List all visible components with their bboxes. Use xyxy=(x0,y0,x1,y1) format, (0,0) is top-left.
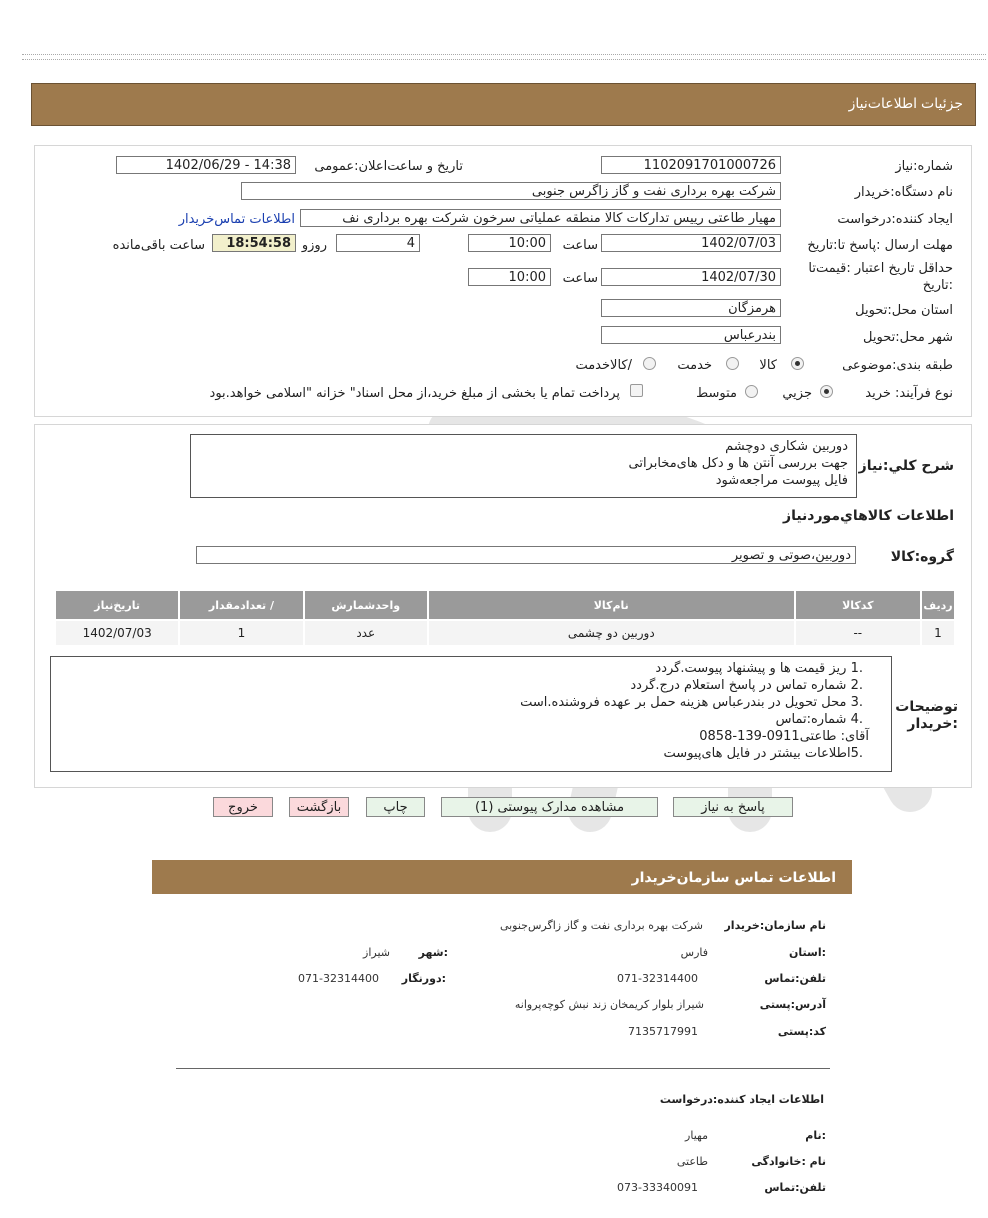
deadline-label: مهلت ارسال :پاسخ تا:تاریخ xyxy=(807,238,953,253)
contact-province-label: :استان xyxy=(789,946,826,959)
province-field: هرمزگان xyxy=(601,299,781,317)
cell-row: 1 xyxy=(922,621,954,645)
table-header-row xyxy=(56,591,954,619)
category-label: طبقه بندی:موضوعی xyxy=(842,358,953,373)
category-option-goods: کالا xyxy=(759,358,777,373)
notes-text xyxy=(50,656,892,772)
col-date: تاریخ‌نیاز xyxy=(56,591,178,619)
goods-info-title: اطلاعات کالاهاي‌موردنیاز xyxy=(783,508,954,524)
creator-family-label: نام :خانوادگی xyxy=(751,1155,826,1168)
reply-button[interactable]: پاسخ به نیاز xyxy=(673,797,793,817)
creator-family-value: طاعتی xyxy=(676,1155,708,1168)
contact-postal-value: 7135717991 xyxy=(628,1025,698,1038)
payment-checkbox[interactable] xyxy=(630,384,643,397)
contact-header xyxy=(152,860,852,894)
notes-label: توضیحات xyxy=(895,699,958,715)
process-option-minor: جزیي xyxy=(782,386,812,401)
creator-info-title: اطلاعات ایجاد کننده:درخواست xyxy=(659,1093,824,1106)
goods-table xyxy=(54,589,956,647)
days-field: 4 xyxy=(336,234,420,252)
validity-time-field: 10:00 xyxy=(468,268,551,286)
contact-postal-label: کد:پستی xyxy=(777,1025,826,1038)
attachments-button[interactable]: مشاهده مدارک پیوستی (1) xyxy=(441,797,658,817)
deadline-time-field: 10:00 xyxy=(468,234,551,252)
contact-org-value: شرکت بهره برداری نفت و گاز زاگرس‌جنوبی xyxy=(499,919,703,932)
contact-divider xyxy=(176,1068,830,1069)
creator-phone-value: 073-33340091 xyxy=(617,1181,698,1194)
cell-name: دوربین دو چشمی xyxy=(429,621,794,645)
need-number-label: شماره:نیاز xyxy=(895,159,953,174)
note-line: .5اطلاعات بیشتر در فایل های‌پیوست xyxy=(663,746,863,761)
contact-address-value: شیراز بلوار کریمخان زند نبش کوچه‌پروانه xyxy=(514,998,704,1011)
validity-time-label: ساعت xyxy=(562,271,598,286)
province-label: استان محل:تحویل xyxy=(855,303,953,318)
category-radio-goods[interactable] xyxy=(791,357,804,370)
process-label: نوع فرآیند: خرید xyxy=(865,386,953,401)
creator-name-label: :نام xyxy=(805,1129,826,1142)
category-radio-service[interactable] xyxy=(726,357,739,370)
note-line: .1 ریز قیمت ها و پیشنهاد پیوست.گردد xyxy=(655,661,863,676)
payment-note: پرداخت تمام یا بخشی از مبلغ خرید،از محل اسناد" خزانه "اسلامی خواهد.بود xyxy=(209,386,620,401)
process-radio-minor[interactable] xyxy=(820,385,833,398)
contact-fax-value: 071-32314400 xyxy=(298,972,379,985)
days-label: روزو xyxy=(301,238,327,253)
group-field: دوربین،صوتی و تصویر xyxy=(196,546,856,564)
breadcrumb-details[interactable]: جزئیات xyxy=(921,96,963,112)
need-number-field: 1102091701000726 xyxy=(601,156,781,174)
col-row: ردیف xyxy=(922,591,954,619)
note-line: .2 شماره تماس در پاسخ استعلام درج.گردد xyxy=(630,678,863,693)
cell-code: -- xyxy=(796,621,920,645)
contact-org-label: نام سازمان:خریدار xyxy=(724,919,826,932)
top-divider xyxy=(22,54,986,60)
process-radio-medium[interactable] xyxy=(745,385,758,398)
cell-qty: 1 xyxy=(180,621,302,645)
summary-line: فایل پیوست مراجعه‌شود xyxy=(715,473,848,488)
creator-phone-label: تلفن:تماس xyxy=(764,1181,826,1194)
validity-date-field: 1402/07/30 xyxy=(601,268,781,286)
summary-line: دوربین شکاری دوچشم xyxy=(725,439,848,454)
deadline-date-field: 1402/07/03 xyxy=(601,234,781,252)
col-name: نام‌کالا xyxy=(429,591,794,619)
contact-title: اطلاعات تماس سازمان‌خریدار xyxy=(631,870,836,886)
summary-text xyxy=(190,434,857,498)
remaining-label: ساعت باقی‌مانده xyxy=(112,238,205,253)
category-radio-both[interactable] xyxy=(643,357,656,370)
creator-field: مهیار طاعتی رییس تدارکات کالا منطقه عملیاتی سرخون شرکت بهره برداری نف xyxy=(300,209,781,227)
city-label: شهر محل:تحویل xyxy=(863,330,953,345)
col-code: کدکالا xyxy=(796,591,920,619)
breadcrumb-need-info[interactable]: اطلاعات‌نیاز xyxy=(848,96,917,112)
contact-address-label: آدرس:پستی xyxy=(759,998,826,1011)
exit-button[interactable]: خروج xyxy=(213,797,273,817)
cell-date: 1402/07/03 xyxy=(56,621,178,645)
col-unit: واحدشمارش xyxy=(305,591,427,619)
announce-field: 1402/06/29 - 14:38 xyxy=(116,156,296,174)
buyer-contact-link[interactable]: اطلاعات تماس‌خریدار xyxy=(178,212,295,227)
contact-province-value: فارس xyxy=(680,946,708,959)
cell-unit: عدد xyxy=(305,621,427,645)
buyer-org-label: نام دستگاه:خریدار xyxy=(854,185,953,200)
remaining-time-field: 18:54:58 xyxy=(212,234,296,252)
notes-label-2: :خریدار xyxy=(907,716,958,732)
announce-label: تاریخ و ساعت‌اعلان:عمومی xyxy=(314,159,463,174)
contact-phone-label: تلفن:تماس xyxy=(764,972,826,985)
process-option-medium: متوسط xyxy=(696,386,737,401)
contact-city-value: شیراز xyxy=(363,946,390,959)
buyer-org-field: شرکت بهره برداری نفت و گاز زاگرس جنوبی xyxy=(241,182,781,200)
note-line: آقای: طاعتی0911-139-0858 xyxy=(699,729,869,744)
deadline-time-label: ساعت xyxy=(562,238,598,253)
contact-city-label: :شهر xyxy=(418,946,448,959)
contact-phone-value: 071-32314400 xyxy=(617,972,698,985)
table-row xyxy=(56,621,954,645)
summary-line: جهت بررسی آنتن ها و دکل های‌مخابراتی xyxy=(628,456,848,471)
back-button[interactable]: بازگشت xyxy=(289,797,349,817)
print-button[interactable]: چاپ xyxy=(366,797,425,817)
validity-label: حداقل تاریخ اعتبار :قیمت‌تا xyxy=(808,261,953,276)
note-line: .4 شماره:تماس xyxy=(775,712,863,727)
city-field: بندرعباس xyxy=(601,326,781,344)
contact-fax-label: :دورنگار xyxy=(401,972,446,985)
group-label: گروه:کالا xyxy=(890,549,954,565)
summary-label: شرح کلي:نیاز xyxy=(858,458,954,474)
col-qty: / تعدادمقدار xyxy=(180,591,302,619)
validity-label-2: :تاریخ xyxy=(922,278,953,293)
category-option-both: /کالاخدمت xyxy=(575,358,632,373)
page-header xyxy=(31,83,976,126)
category-option-service: خدمت xyxy=(677,358,712,373)
note-line: .3 محل تحویل در بندرعباس هزینه حمل بر عهده فروشنده.است xyxy=(520,695,863,710)
creator-label: ایجاد کننده:درخواست xyxy=(837,212,953,227)
creator-name-value: مهیار xyxy=(685,1129,708,1142)
